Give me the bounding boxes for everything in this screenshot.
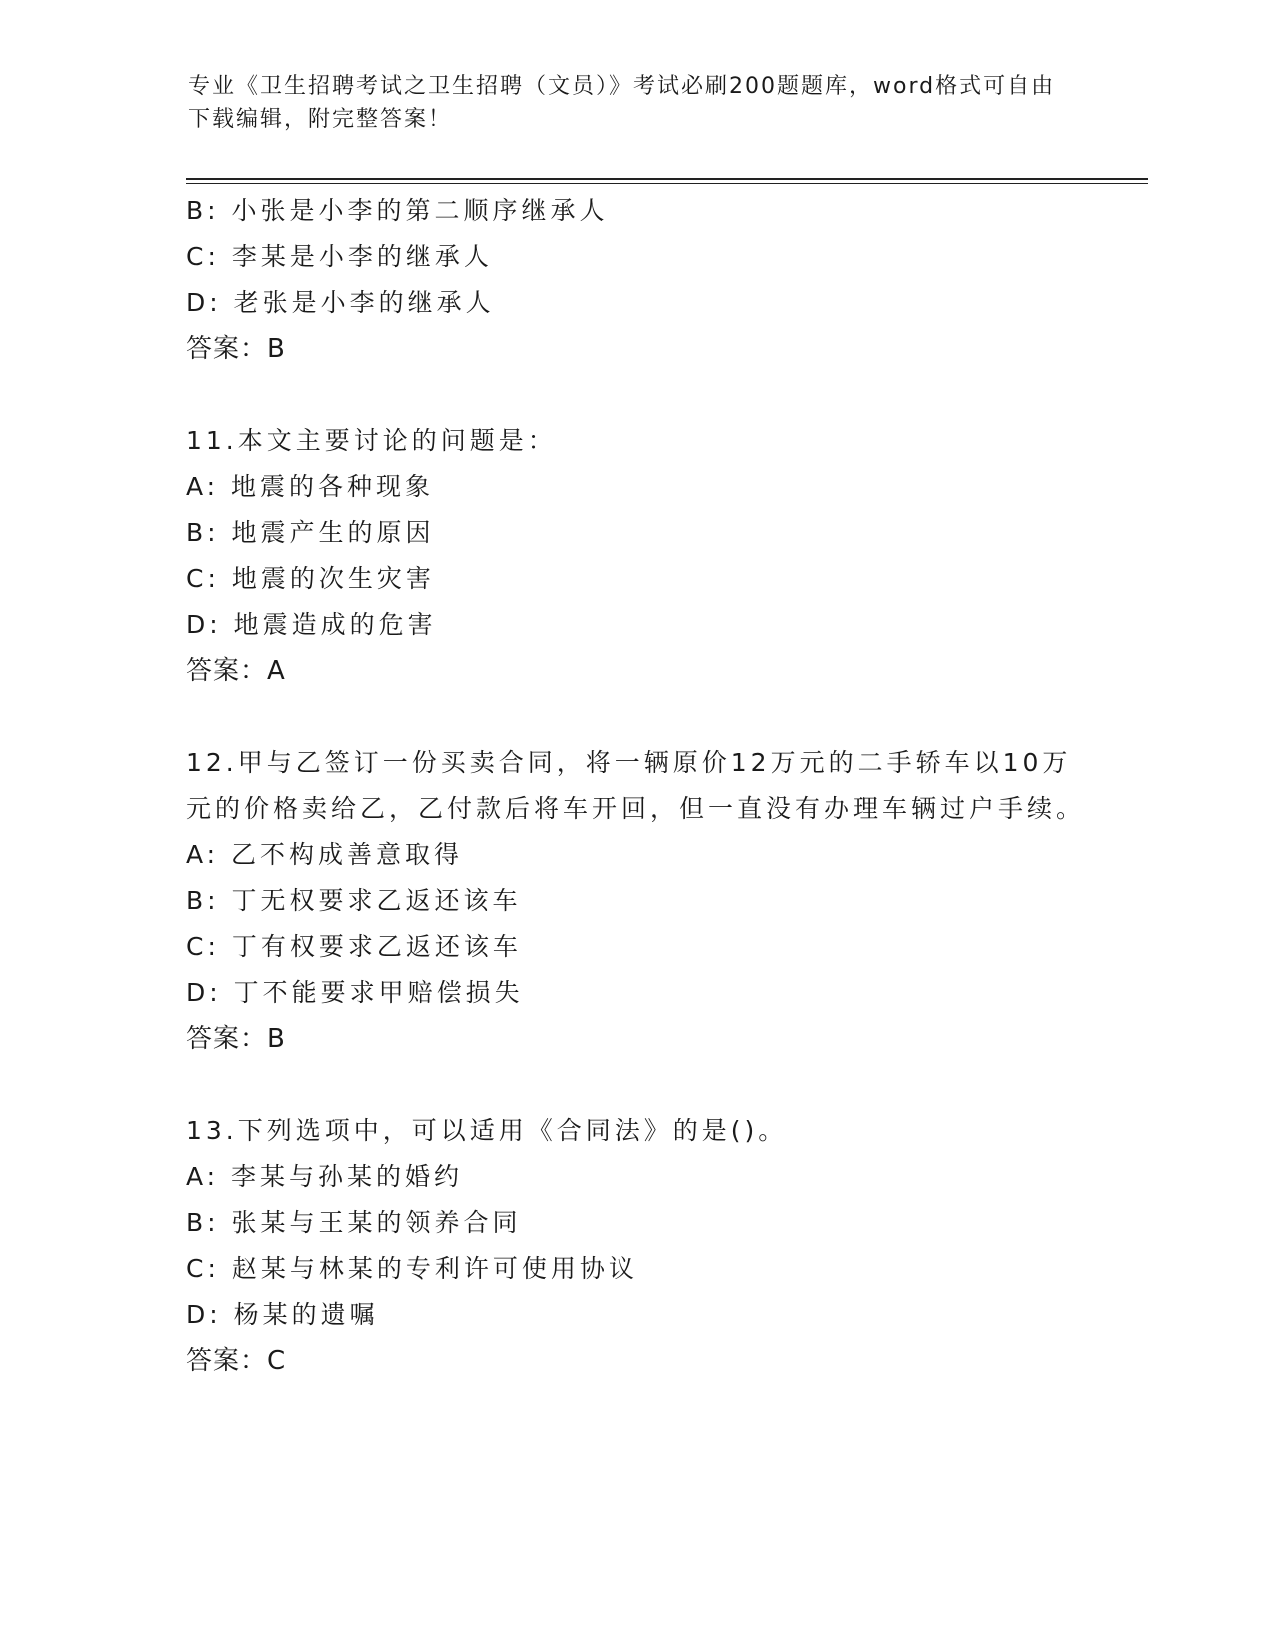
q13-option-d: D: 杨某的遗嘱 bbox=[186, 1300, 379, 1329]
q13-option-c: C: 赵某与林某的专利许可使用协议 bbox=[186, 1254, 638, 1283]
header-divider-thick bbox=[186, 178, 1148, 180]
q10-option-b: B: 小张是小李的第二顺序继承人 bbox=[186, 196, 609, 225]
q11-option-d: D: 地震造成的危害 bbox=[186, 610, 437, 639]
q13-option-b: B: 张某与王某的领养合同 bbox=[186, 1208, 522, 1237]
q10-option-d: D: 老张是小李的继承人 bbox=[186, 288, 495, 317]
q12-option-b: B: 丁无权要求乙返还该车 bbox=[186, 886, 522, 915]
document-header: 专业《卫生招聘考试之卫生招聘（文员）》考试必刷200题题库，word格式可自由下载编辑，附完整答案！ bbox=[188, 74, 1056, 132]
q11-option-a: A: 地震的各种现象 bbox=[186, 472, 435, 501]
question-13-block bbox=[186, 1108, 1086, 1384]
question-12-block bbox=[186, 740, 1086, 1062]
q13-question: 13.下列选项中，可以适用《合同法》的是()。 bbox=[186, 1116, 788, 1145]
q12-option-d: D: 丁不能要求甲赔偿损失 bbox=[186, 978, 524, 1007]
document-body bbox=[186, 188, 1086, 1430]
q12-question: 12.甲与乙签订一份买卖合同，将一辆原价12万元的二手轿车以10万元的价格卖给乙，乙付款后将车开回，但一直没有办理车辆过户手续。 bbox=[186, 748, 1086, 823]
question-10-block bbox=[186, 188, 1086, 372]
question-11-block bbox=[186, 418, 1086, 694]
q13-option-a: A: 李某与孙某的婚约 bbox=[186, 1162, 464, 1191]
q11-option-b: B: 地震产生的原因 bbox=[186, 518, 435, 547]
q10-option-c: C: 李某是小李的继承人 bbox=[186, 242, 493, 271]
q12-option-a: A: 乙不构成善意取得 bbox=[186, 840, 464, 869]
q13-answer: 答案：C bbox=[186, 1346, 287, 1376]
header-divider-thin bbox=[186, 183, 1148, 184]
q11-answer: 答案：A bbox=[186, 656, 286, 686]
q12-answer: 答案：B bbox=[186, 1024, 286, 1054]
q12-option-c: C: 丁有权要求乙返还该车 bbox=[186, 932, 522, 961]
q11-question: 11.本文主要讨论的问题是： bbox=[186, 426, 557, 455]
q11-option-c: C: 地震的次生灾害 bbox=[186, 564, 435, 593]
q10-answer: 答案：B bbox=[186, 334, 286, 364]
